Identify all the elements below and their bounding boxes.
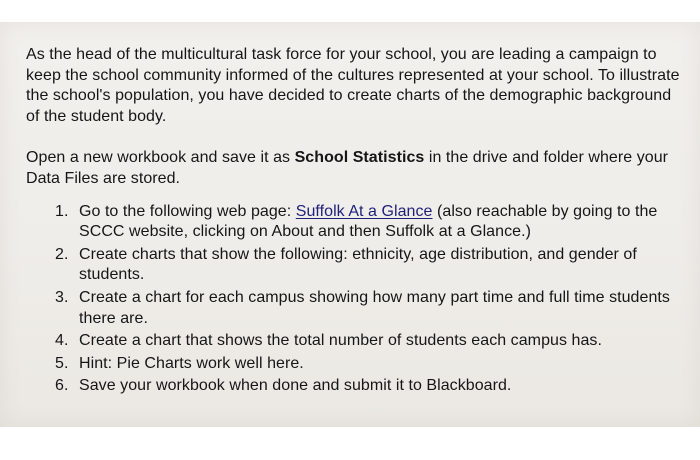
step-4 [26,331,686,352]
step-number: 3. [55,288,69,306]
step-text: Hint: Pie Charts work well here. [79,354,304,372]
workbook-name: School Statistics [294,149,425,167]
step-number: 4. [55,332,69,350]
suffolk-at-a-glance-link[interactable]: Suffolk At a Glance [295,202,433,220]
step-2 [26,245,686,286]
step-number: 1. [55,202,69,220]
workbook-instruction [26,148,686,189]
intro-paragraph: As the head of the multicultural task force for your school, you are leading a campaign to keep the school community informed of the cultures represented at your school. To illustrate the school's population, you have decided to create charts of the demographic background of the student body. [26,46,680,125]
step-3 [26,288,686,329]
step-5 [26,354,686,375]
step-1 [26,202,686,243]
step-text: Go to the following web page: [79,202,296,220]
workbook-instruction-text: in the drive and folder where your Data Files are stored. [26,149,669,187]
step-text: Create a chart that shows the total number of students each campus has. [79,332,602,350]
step-text: Save your workbook when done and submit it to Blackboard. [79,377,512,395]
step-number: 6. [55,377,69,395]
steps-list [26,202,686,397]
assignment-text [26,45,686,399]
step-number: 5. [55,354,69,372]
step-6 [26,376,686,397]
step-number: 2. [55,245,69,263]
step-text: Create a chart for each campus showing how many part time and full time students there are. [79,288,670,327]
step-text: Create charts that show the following: ethnicity, age distribution, and gender of students. [79,245,637,284]
step-text: (also reachable by going to the SCCC website, clicking on About and then Suffolk at a Glance.) [79,202,658,241]
workbook-instruction-text: Open a new workbook and save it as [26,149,295,167]
